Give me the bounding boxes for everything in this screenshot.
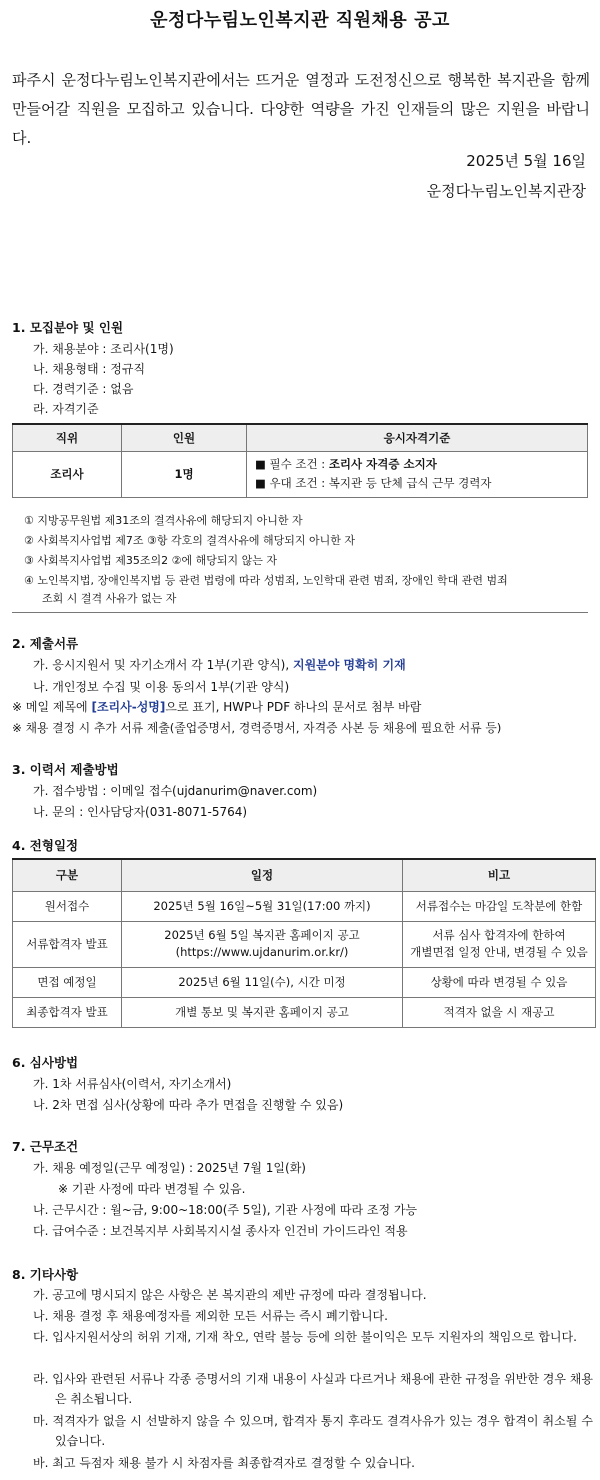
date-line-1: 2025년 6월 11일(수), 시간 미정 <box>178 974 346 989</box>
schedule-cell-note <box>403 921 596 967</box>
s2-item-1 <box>33 656 406 673</box>
s2-item-1-text: 가. 응시지원서 및 자기소개서 각 1부(기관 양식), <box>33 658 293 672</box>
disqualification-notes <box>12 508 588 613</box>
s8-item-1: 가. 공고에 명시되지 않은 사항은 본 복지관의 제반 규정에 따라 결정됩니다. <box>33 1288 427 1302</box>
s6-item-1: 가. 1차 서류심사(이력서, 자기소개서) <box>33 1077 232 1091</box>
table-cell-criteria <box>247 451 588 497</box>
homepage-url: (https://www.ujdanurim.or.kr/) <box>175 945 349 959</box>
s7-item-1-note: ※ 기관 사정에 따라 변경될 수 있음. <box>58 1182 246 1196</box>
s8-item-4: 라. 입사와 관련된 서류나 각종 증명서의 기재 내용이 사실과 다르거나 채용에 관한 규정을 위반한 경우 채용은 취소됩니다. <box>33 1372 593 1406</box>
schedule-cell-note <box>403 997 596 1027</box>
s1-item-field: 가. 채용분야 : 조리사(1명) <box>33 342 174 356</box>
schedule-cell-date <box>122 997 403 1027</box>
note-line-1: 상황에 따라 변경될 수 있음 <box>430 974 568 989</box>
table-row <box>13 967 596 997</box>
s2-note-1 <box>12 698 421 715</box>
date-line-1: 2025년 5월 16일~5월 31일(17:00 까지) <box>153 898 371 913</box>
note-1: ① 지방공무원법 제31조의 결격사유에 해당되지 아니한 자 <box>24 514 303 527</box>
s7-item-3: 다. 급여수준 : 보건복지부 사회복지시설 종사자 인건비 가이드라인 적용 <box>33 1224 408 1238</box>
schedule-table <box>12 858 596 1028</box>
s2-item-1-highlight: 지원분야 명확히 기재 <box>293 658 406 672</box>
required-label: ■ 필수 조건 : <box>255 457 329 471</box>
s8-item-6: 바. 최고 득점자 채용 불가 시 차점자를 최종합격자로 결정할 수 있습니다. <box>33 1456 415 1470</box>
note-4-cont: 조회 시 결격 사유가 없는 자 <box>42 592 177 605</box>
date-line-1: 2025년 6월 5일 복지관 홈페이지 공고 <box>164 928 360 942</box>
date-line-1: 개별 통보 및 복지관 홈페이지 공고 <box>175 1004 349 1019</box>
schedule-cell-date <box>122 891 403 921</box>
table-header-position: 직위 <box>13 424 122 451</box>
section-8-title: 8. 기타사항 <box>12 1267 79 1282</box>
s2-item-2: 나. 개인정보 수집 및 이용 동의서 1부(기관 양식) <box>33 680 290 694</box>
schedule-cell-note <box>403 967 596 997</box>
qualification-table <box>12 423 588 498</box>
page-title: 운정다누림노인복지관 직원채용 공고 <box>150 10 450 31</box>
s3-item-method: 가. 접수방법 : 이메일 접수(ujdanurim@naver.com) <box>33 784 318 798</box>
schedule-cell-category: 원서접수 <box>13 891 122 921</box>
schedule-cell-date <box>122 921 403 967</box>
schedule-header-note: 비고 <box>403 859 596 891</box>
schedule-cell-category: 서류합격자 발표 <box>13 921 122 967</box>
s7-item-2: 나. 근무시간 : 월~금, 9:00~18:00(주 5일), 기관 사정에 따라 조정 가능 <box>33 1203 418 1217</box>
schedule-cell-date <box>122 967 403 997</box>
preferred-condition: ■ 우대 조건 : 복지관 등 단체 급식 근무 경력자 <box>255 476 492 490</box>
s8-item-3: 다. 입사지원서상의 허위 기재, 기재 착오, 연락 불능 등에 의한 불이익은 모두 지원자의 책임으로 합니다. <box>33 1330 577 1344</box>
schedule-cell-category: 면접 예정일 <box>13 967 122 997</box>
table-row <box>13 921 596 967</box>
schedule-cell-category: 최종합격자 발표 <box>13 997 122 1027</box>
note-line-1: 서류접수는 마감일 도착분에 한함 <box>415 898 583 913</box>
section-2-title: 2. 제출서류 <box>12 636 79 651</box>
issuer: 운정다누림노인복지관장 <box>426 182 586 200</box>
required-value: 조리사 자격증 소지자 <box>328 457 437 471</box>
table-cell-count: 1명 <box>122 451 247 497</box>
note-3: ③ 사회복지사업법 제35조의2 ②에 해당되지 않는 자 <box>24 554 277 567</box>
s1-item-type: 나. 채용형태 : 정규직 <box>33 362 146 376</box>
section-7-title: 7. 근무조건 <box>12 1139 79 1154</box>
s3-item-contact: 나. 문의 : 인사담당자(031-8071-5764) <box>33 805 248 819</box>
section-3-title: 3. 이력서 제출방법 <box>12 762 119 777</box>
s8-item-5: 마. 적격자가 없을 시 선발하지 않을 수 있으며, 합격자 통지 후라도 결격사유가 있는 경우 합격이 취소될 수 있습니다. <box>33 1414 593 1448</box>
s8-item-2: 나. 채용 결정 후 채용예정자를 제외한 모든 서류는 즉시 폐기합니다. <box>33 1309 388 1323</box>
s6-item-2: 나. 2차 면접 심사(상황에 따라 추가 면접을 진행할 수 있음) <box>33 1098 344 1112</box>
section-4-title: 4. 전형일정 <box>12 838 79 853</box>
s2-note-2: ※ 채용 결정 시 추가 서류 제출(졸업증명서, 경력증명서, 자격증 사본 등 채용에 필요한 서류 등) <box>12 721 502 735</box>
table-header-criteria: 응시자격기준 <box>247 424 588 451</box>
table-row <box>13 997 596 1027</box>
note-line-2: 개별면접 일정 안내, 변경될 수 있음 <box>410 945 588 959</box>
intro-paragraph: 파주시 운정다누림노인복지관에서는 뜨거운 열정과 도전정신으로 행복한 복지관을 함께 만들어갈 직원을 모집하고 있습니다. 다양한 역량을 가진 인재들의 많은 지원을 바랍니다. <box>12 71 590 147</box>
s7-item-1: 가. 채용 예정일(근무 예정일) : 2025년 7월 1일(화) <box>33 1161 306 1175</box>
schedule-cell-note <box>403 891 596 921</box>
schedule-header-date: 일정 <box>122 859 403 891</box>
schedule-header-category: 구분 <box>13 859 122 891</box>
s1-item-career: 다. 경력기준 : 없음 <box>33 382 134 396</box>
s2-note-1-highlight: [조리사-성명] <box>91 700 166 714</box>
s1-item-qualification: 라. 자격기준 <box>33 402 99 416</box>
section-6-title: 6. 심사방법 <box>12 1055 79 1070</box>
notice-date: 2025년 5월 16일 <box>466 152 586 170</box>
note-2: ② 사회복지사업법 제7조 ③항 각호의 결격사유에 해당되지 아니한 자 <box>24 534 355 547</box>
section-1-title: 1. 모집분야 및 인원 <box>12 320 124 335</box>
table-cell-position: 조리사 <box>13 451 122 497</box>
required-condition <box>255 455 587 474</box>
table-row <box>13 891 596 921</box>
table-header-count: 인원 <box>122 424 247 451</box>
note-4: ④ 노인복지법, 장애인복지법 등 관련 법령에 따라 성범죄, 노인학대 관련 범죄, 장애인 학대 관련 범죄 <box>24 574 508 587</box>
s2-note-1-prefix: ※ 메일 제목에 <box>12 700 92 714</box>
note-line-1: 서류 심사 합격자에 한하여 <box>432 928 566 942</box>
note-line-1: 적격자 없을 시 재공고 <box>443 1004 555 1019</box>
s2-note-1-suffix: 으로 표기, HWP나 PDF 하나의 문서로 첨부 바람 <box>165 700 422 714</box>
